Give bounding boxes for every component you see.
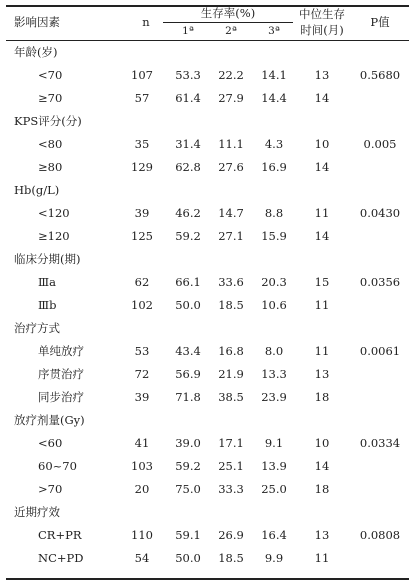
- cell-year-3: 13.9: [261, 459, 287, 473]
- cell-year-1: 53.3: [175, 68, 201, 82]
- group-row: [0, 317, 415, 340]
- header-median-line2: 时间(月): [300, 23, 344, 37]
- group-row: [0, 409, 415, 432]
- cell-median: 11: [314, 298, 330, 312]
- group-row: [0, 179, 415, 202]
- group-label: 治疗方式: [14, 321, 60, 335]
- group-label: 近期疗效: [14, 505, 60, 519]
- cell-year-2: 33.3: [218, 482, 244, 496]
- row-label: CR+PR: [38, 528, 82, 542]
- group-row: [0, 41, 415, 64]
- cell-median: 14: [314, 160, 330, 174]
- cell-p-value: 0.0430: [359, 206, 401, 220]
- header-median-line1: 中位生存: [299, 7, 345, 21]
- cell-p-value: 0.005: [363, 137, 397, 151]
- cell-year-2: 33.6: [218, 275, 244, 289]
- cell-year-3: 8.0: [264, 344, 284, 358]
- row-label: Ⅲa: [38, 275, 56, 289]
- cell-n: 129: [131, 160, 153, 174]
- header-median-survival: [291, 6, 353, 38]
- row-label: ≥70: [38, 91, 63, 105]
- cell-n: 53: [134, 344, 150, 358]
- table-row: [0, 225, 415, 248]
- cell-year-3: 15.9: [261, 229, 287, 243]
- cell-year-2: 25.1: [218, 459, 244, 473]
- cell-median: 13: [314, 68, 330, 82]
- cell-year-1: 43.4: [175, 344, 201, 358]
- table-row: [0, 133, 415, 156]
- cell-n: 62: [134, 275, 150, 289]
- table-row: [0, 363, 415, 386]
- cell-year-2: 11.1: [218, 137, 244, 151]
- cell-year-2: 38.5: [218, 390, 244, 404]
- cell-n: 41: [134, 436, 150, 450]
- group-row: [0, 248, 415, 271]
- table-row: [0, 524, 415, 547]
- table-row: [0, 156, 415, 179]
- cell-n: 54: [134, 551, 150, 565]
- cell-n: 72: [134, 367, 150, 381]
- cell-year-1: 66.1: [175, 275, 201, 289]
- table-row: [0, 432, 415, 455]
- group-label: 临床分期(期): [14, 252, 81, 266]
- cell-p-value: 0.0808: [359, 528, 401, 542]
- cell-year-3: 14.4: [261, 91, 287, 105]
- cell-year-1: 46.2: [175, 206, 201, 220]
- cell-median: 11: [314, 344, 330, 358]
- cell-year-3: 23.9: [261, 390, 287, 404]
- cell-year-1: 59.1: [175, 528, 201, 542]
- cell-median: 14: [314, 459, 330, 473]
- cell-median: 11: [314, 551, 330, 565]
- cell-year-3: 10.6: [261, 298, 287, 312]
- table-row: [0, 386, 415, 409]
- table-row: [0, 478, 415, 501]
- cell-year-2: 14.7: [218, 206, 244, 220]
- table-row: [0, 87, 415, 110]
- row-label: ≥80: [38, 160, 63, 174]
- row-label: <70: [38, 68, 63, 82]
- table-row: [0, 202, 415, 225]
- cell-median: 10: [314, 436, 330, 450]
- cell-year-3: 25.0: [261, 482, 287, 496]
- cell-year-1: 75.0: [175, 482, 201, 496]
- cell-year-1: 56.9: [175, 367, 201, 381]
- group-row: [0, 110, 415, 133]
- group-row: [0, 501, 415, 524]
- row-label: <80: [38, 137, 63, 151]
- cell-median: 13: [314, 528, 330, 542]
- cell-year-3: 9.1: [264, 436, 284, 450]
- table-row: [0, 64, 415, 87]
- cell-n: 107: [131, 68, 153, 82]
- cell-p-value: 0.0061: [359, 344, 401, 358]
- cell-median: 10: [314, 137, 330, 151]
- cell-year-3: 4.3: [264, 137, 284, 151]
- cell-median: 15: [314, 275, 330, 289]
- row-label: ≥120: [38, 229, 70, 243]
- table-row: [0, 294, 415, 317]
- cell-year-3: 16.9: [261, 160, 287, 174]
- cell-year-2: 18.5: [218, 298, 244, 312]
- cell-year-2: 16.8: [218, 344, 244, 358]
- cell-n: 125: [131, 229, 153, 243]
- cell-p-value: 0.5680: [359, 68, 401, 82]
- cell-n: 102: [131, 298, 153, 312]
- cell-year-2: 26.9: [218, 528, 244, 542]
- header-p-value: P值: [370, 15, 390, 29]
- row-label: <60: [38, 436, 63, 450]
- cell-year-1: 71.8: [175, 390, 201, 404]
- cell-year-1: 61.4: [175, 91, 201, 105]
- cell-year-2: 27.6: [218, 160, 244, 174]
- cell-year-3: 8.8: [264, 206, 284, 220]
- cell-median: 18: [314, 390, 330, 404]
- cell-year-1: 50.0: [175, 551, 201, 565]
- cell-year-3: 14.1: [261, 68, 287, 82]
- cell-n: 39: [134, 390, 150, 404]
- cell-year-1: 59.2: [175, 459, 201, 473]
- cell-year-3: 20.3: [261, 275, 287, 289]
- cell-n: 110: [131, 528, 153, 542]
- cell-year-3: 13.3: [261, 367, 287, 381]
- table-row: [0, 455, 415, 478]
- cell-year-1: 50.0: [175, 298, 201, 312]
- header-factor: 影响因素: [14, 15, 60, 29]
- group-label: Hb(g/L): [14, 183, 60, 197]
- cell-n: 39: [134, 206, 150, 220]
- header-survival-rate: 生存率(%): [200, 6, 256, 20]
- cell-year-2: 27.9: [218, 91, 244, 105]
- cell-n: 35: [134, 137, 150, 151]
- cell-median: 18: [314, 482, 330, 496]
- row-label: 60~70: [38, 459, 77, 473]
- row-label: >70: [38, 482, 63, 496]
- row-label: 单纯放疗: [38, 344, 84, 358]
- row-label: NC+PD: [38, 551, 84, 565]
- header-year-2: 2ª: [225, 25, 237, 37]
- group-label: KPS评分(分): [14, 114, 82, 128]
- cell-year-2: 22.2: [218, 68, 244, 82]
- header-year-3: 3ª: [268, 25, 280, 37]
- cell-year-1: 59.2: [175, 229, 201, 243]
- table-row: [0, 547, 415, 570]
- cell-p-value: 0.0334: [359, 436, 401, 450]
- cell-median: 11: [314, 206, 330, 220]
- cell-year-2: 21.9: [218, 367, 244, 381]
- row-label: 序贯治疗: [38, 367, 84, 381]
- cell-n: 57: [134, 91, 150, 105]
- cell-median: 14: [314, 229, 330, 243]
- cell-median: 13: [314, 367, 330, 381]
- cell-year-3: 9.9: [264, 551, 284, 565]
- table-row: [0, 340, 415, 363]
- table-row: [0, 271, 415, 294]
- cell-n: 103: [131, 459, 153, 473]
- header-year-1: 1ª: [182, 25, 194, 37]
- group-label: 年龄(岁): [14, 45, 58, 59]
- row-label: Ⅲb: [38, 298, 57, 312]
- cell-year-2: 18.5: [218, 551, 244, 565]
- group-label: 放疗剂量(Gy): [14, 413, 85, 427]
- table-bottom-rule: [6, 578, 409, 580]
- row-label: <120: [38, 206, 70, 220]
- header-n: n: [142, 15, 150, 29]
- cell-year-3: 16.4: [261, 528, 287, 542]
- row-label: 同步治疗: [38, 390, 84, 404]
- cell-median: 14: [314, 91, 330, 105]
- cell-year-1: 39.0: [175, 436, 201, 450]
- cell-year-2: 27.1: [218, 229, 244, 243]
- cell-p-value: 0.0356: [359, 275, 401, 289]
- cell-year-1: 31.4: [175, 137, 201, 151]
- cell-n: 20: [134, 482, 150, 496]
- cell-year-2: 17.1: [218, 436, 244, 450]
- cell-year-1: 62.8: [175, 160, 201, 174]
